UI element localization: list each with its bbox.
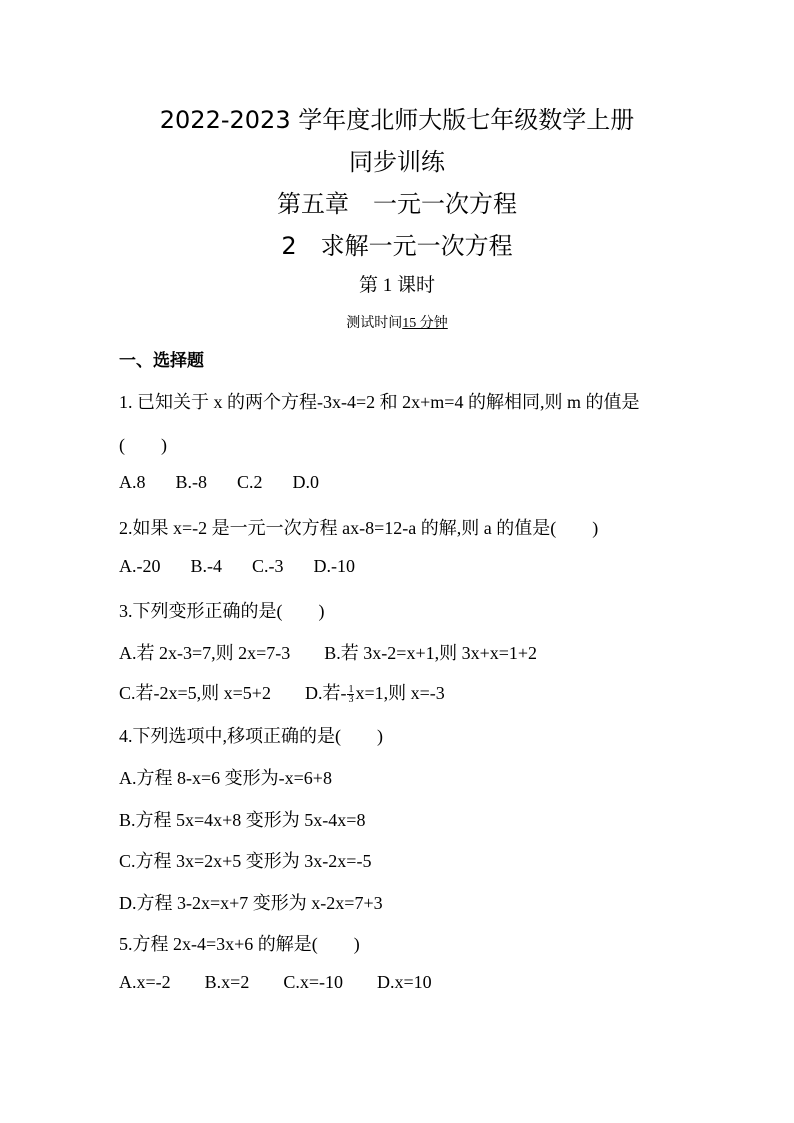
option-c: C.2 (237, 472, 263, 492)
section-heading: 2 求解一元一次方程 (281, 232, 513, 260)
question-3-stem: 3.下列变形正确的是( ) (119, 601, 325, 621)
question-2-options (119, 556, 355, 577)
fraction-numerator: 1 (348, 684, 354, 696)
option-d-suffix: x=1,则 x=-3 (355, 683, 445, 703)
option-a: A.-20 (119, 556, 161, 576)
test-time (0, 312, 794, 332)
question-5-options (119, 972, 432, 993)
option-a: A.x=-2 (119, 972, 171, 992)
question-4-option-a: A.方程 8-x=6 变形为-x=6+8 (119, 768, 332, 788)
option-c: C.-3 (252, 556, 284, 576)
option-c: C.x=-10 (283, 972, 343, 992)
question-1-stem-cont: ( ) (119, 435, 167, 455)
option-c: C.若-2x=5,则 x=5+2 (119, 683, 271, 703)
question-2-stem: 2.如果 x=-2 是一元一次方程 ax-8=12-a 的解,则 a 的值是( ) (119, 518, 599, 538)
option-a: A.8 (119, 472, 146, 492)
fraction-one-third (347, 685, 354, 704)
question-3-options-row1 (119, 639, 537, 665)
question-4-option-b: B.方程 5x=4x+8 变形为 5x-4x=8 (119, 810, 366, 830)
test-time-label: 测试时间 (346, 316, 403, 331)
document-title: 2022-2023 学年度北师大版七年级数学上册 (159, 106, 635, 134)
option-d (304, 683, 445, 706)
option-d: D.x=10 (376, 972, 432, 992)
question-4-option-c: C.方程 3x=2x+5 变形为 3x-2x=-5 (119, 851, 372, 871)
test-time-value: 15 分钟 (402, 316, 448, 331)
question-4-option-d: D.方程 3-2x=x+7 变形为 x-2x=7+3 (119, 893, 383, 913)
fraction-denominator: 3 (348, 694, 354, 706)
chapter-heading: 第五章 一元一次方程 (277, 190, 517, 218)
option-d-prefix: D.若- (304, 683, 347, 703)
question-1-stem: 1. 已知关于 x 的两个方程-3x-4=2 和 2x+m=4 的解相同,则 m 的值是 (119, 392, 640, 412)
question-4-stem: 4.下列选项中,移项正确的是( ) (119, 726, 383, 746)
option-d: D.-10 (313, 556, 355, 576)
option-b: B.-4 (190, 556, 222, 576)
option-b: B.若 3x-2=x+1,则 3x+x=1+2 (324, 643, 538, 663)
question-5-stem: 5.方程 2x-4=3x+6 的解是( ) (119, 934, 360, 954)
option-b: B.x=2 (204, 972, 250, 992)
option-a: A.若 2x-3=7,则 2x=7-3 (119, 643, 291, 663)
question-1-options (119, 472, 319, 493)
option-b: B.-8 (175, 472, 207, 492)
lesson-heading: 第 1 课时 (358, 275, 435, 296)
option-d: D.0 (292, 472, 320, 492)
document-subtitle: 同步训练 (349, 148, 445, 176)
question-3-options-row2 (119, 679, 445, 705)
section-choice-heading: 一、选择题 (119, 351, 204, 371)
